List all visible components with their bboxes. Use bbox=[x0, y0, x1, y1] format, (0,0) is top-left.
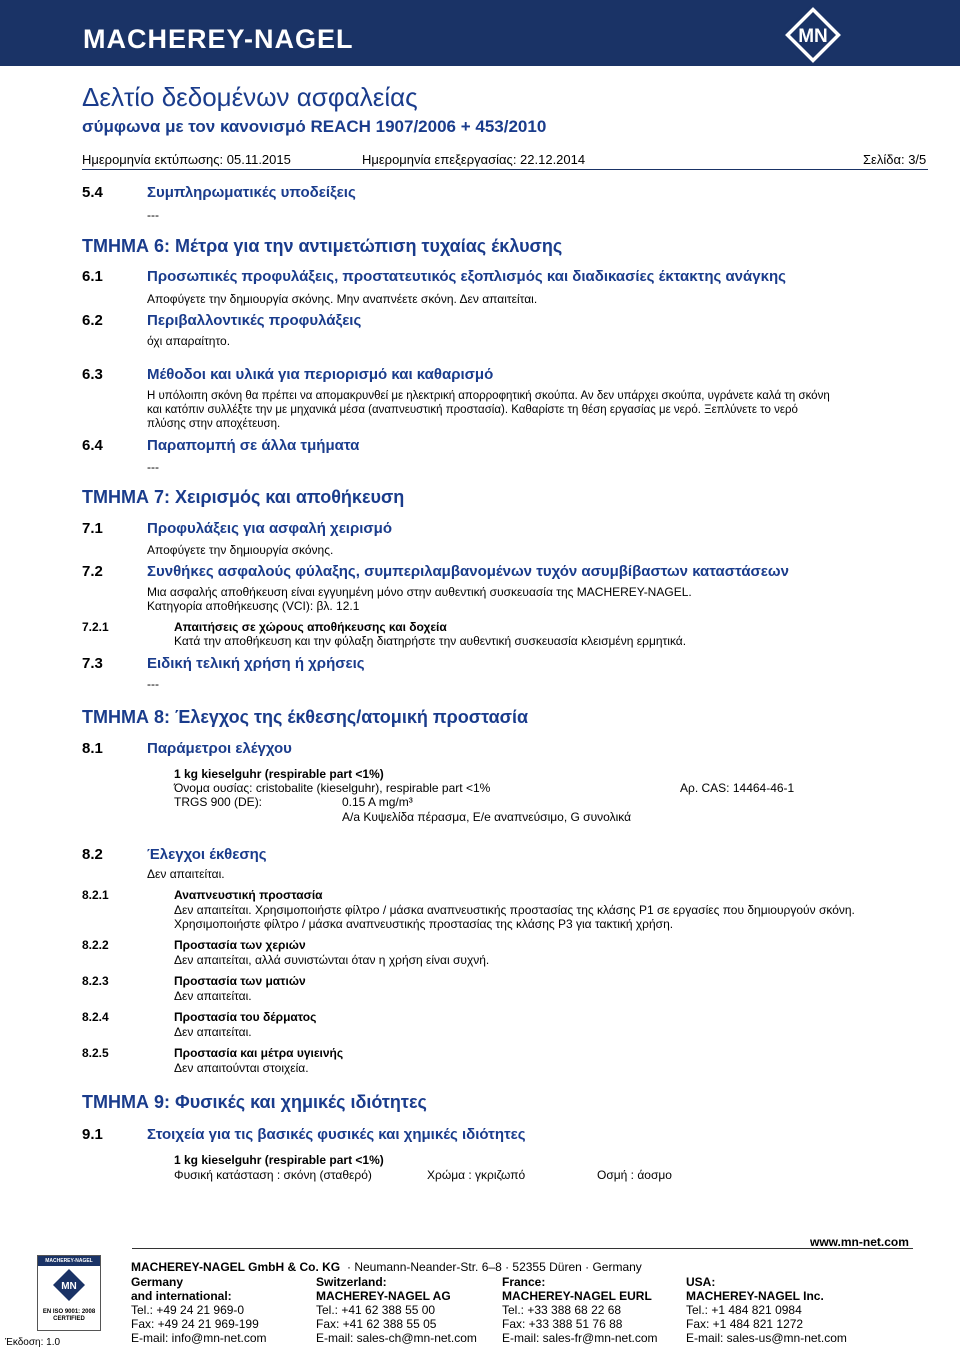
section-heading: Ειδική τελική χρήση ή χρήσεις bbox=[147, 655, 365, 672]
footer-col1-h2: and international: bbox=[131, 1289, 232, 1303]
website-link[interactable]: www.mn-net.com bbox=[810, 1235, 909, 1249]
footer-col3-email[interactable]: E-mail: sales-fr@mn-net.com bbox=[502, 1331, 658, 1345]
subsection-text: Δεν απαιτείται. bbox=[174, 1025, 252, 1039]
section-number: 8.1 bbox=[82, 740, 103, 757]
product-name: 1 kg kieselguhr (respirable part <1%) bbox=[174, 1153, 384, 1167]
section-heading: Παράμετροι ελέγχου bbox=[147, 740, 292, 757]
brand-name: MACHEREY-NAGEL bbox=[83, 24, 354, 54]
section-heading: Συμπληρωματικές υποδείξεις bbox=[147, 184, 356, 201]
section-6-title: ΤΜΗΜΑ 6: Μέτρα για την αντιμετώπιση τυχαίας έκλυσης bbox=[82, 236, 563, 256]
section-heading: Έλεγχοι έκθεσης bbox=[147, 846, 267, 863]
substance-name: Όνομα ουσίας: cristobalite (kieselguhr), respirable part <1% bbox=[174, 781, 491, 795]
section-number: 6.3 bbox=[82, 366, 103, 383]
footer-col2-email[interactable]: E-mail: sales-ch@mn-net.com bbox=[316, 1331, 477, 1345]
footer-col2-h2: MACHEREY-NAGEL AG bbox=[316, 1289, 451, 1303]
subsection-text-line: Δεν απαιτείται. Χρησιμοποιήστε φίλτρο / μάσκα αναπνευστικής προστασίας της κλάσης P1 σε εργασίες που δημιουργούν σκόνη. bbox=[174, 903, 855, 917]
document-title: Δελτίο δεδομένων ασφαλείας bbox=[82, 82, 418, 112]
subsection-heading: Προστασία των χεριών bbox=[174, 938, 306, 952]
print-date: Ημερομηνία εκτύπωσης: 05.11.2015 bbox=[82, 152, 291, 167]
subsection-text: Κατά την αποθήκευση και την φύλαξη διατηρήστε την αυθεντική συσκευασία κλεισμένη ερμητικά. bbox=[174, 634, 687, 648]
cert-brand: MACHEREY-NAGEL bbox=[38, 1256, 100, 1266]
footer-col2-fax: Fax: +41 62 388 55 05 bbox=[316, 1317, 437, 1331]
footer-col1-fax: Fax: +49 24 21 969-199 bbox=[131, 1317, 259, 1331]
product-name: 1 kg kieselguhr (respirable part <1%) bbox=[174, 767, 384, 781]
section-text-line: και κατόπιν συλλέξτε την με μηχανικά μέσα (αναπνευστική προστασία). Καθαρίστε τη θέση εργασίας με νερό. Ξεπλύνετε το νερό bbox=[147, 404, 798, 416]
section-text-line: Η υπόλοιπη σκόνη θα πρέπει να απομακρυνθεί με ηλεκτρική απορροφητική σκούπα. Αν δεν υπάρχει σκούπα, υγράνετε καλά τη σκόνη bbox=[147, 390, 830, 402]
section-text: --- bbox=[147, 208, 159, 222]
section-text: όχι απαραίτητο. bbox=[147, 334, 231, 348]
footer-col4-h2: MACHEREY-NAGEL Inc. bbox=[686, 1289, 824, 1303]
section-number: 6.2 bbox=[82, 312, 103, 329]
subsection-number: 8.2.1 bbox=[82, 888, 109, 902]
cas-number: Αρ. CAS: 14464-46-1 bbox=[680, 781, 795, 795]
subsection-text: Δεν απαιτείται. bbox=[174, 989, 252, 1003]
footer-col2-tel: Tel.: +41 62 388 55 00 bbox=[316, 1303, 436, 1317]
section-text: Δεν απαιτείται. bbox=[147, 867, 225, 881]
section-number: 5.4 bbox=[82, 184, 103, 201]
document-subtitle: σύμφωνα με τον κανονισμό REACH 1907/2006 + 453/2010 bbox=[82, 117, 547, 136]
subsection-heading: Προστασία των ματιών bbox=[174, 974, 306, 988]
footer-col3-h1: France: bbox=[502, 1275, 546, 1289]
header-divider bbox=[82, 169, 928, 170]
page-number: Σελίδα: 3/5 bbox=[863, 152, 927, 167]
footer-col3-fax: Fax: +33 388 51 76 88 bbox=[502, 1317, 623, 1331]
trgs-value: 0.15 A mg/m³ bbox=[342, 795, 413, 809]
subsection-heading: Απαιτήσεις σε χώρους αποθήκευσης και δοχεία bbox=[174, 620, 447, 634]
footer-col3-h2: MACHEREY-NAGEL EURL bbox=[502, 1289, 652, 1303]
section-text-line: Μια ασφαλής αποθήκευση είναι εγγυημένη μόνο στην αυθεντική συσκευασία της MACHEREY-NAGEL. bbox=[147, 585, 692, 599]
section-heading: Στοιχεία για τις βασικές φυσικές και χημικές ιδιότητες bbox=[147, 1126, 526, 1143]
section-8-title: ΤΜΗΜΑ 8: Έλεγχος της έκθεσης/ατομική προστασία bbox=[82, 707, 529, 727]
section-heading: Μέθοδοι και υλικά για περιορισμό και καθαρισμό bbox=[147, 366, 494, 383]
physical-state: Φυσική κατάσταση : σκόνη (σταθερό) bbox=[174, 1168, 372, 1182]
subsection-number: 8.2.3 bbox=[82, 974, 109, 988]
section-heading: Προσωπικές προφυλάξεις, προστατευτικός εξοπλισμός και διαδικασίες έκτακτης ανάγκης bbox=[147, 268, 786, 285]
subsection-number: 7.2.1 bbox=[82, 620, 109, 634]
footer-col2-h1: Switzerland: bbox=[316, 1275, 387, 1289]
cert-text: EN ISO 9001: 2008 CERTIFIED bbox=[42, 1309, 96, 1322]
subsection-number: 8.2.2 bbox=[82, 938, 109, 952]
section-heading: Περιβαλλοντικές προφυλάξεις bbox=[147, 312, 362, 329]
section-heading: Παραπομπή σε άλλα τμήματα bbox=[147, 437, 360, 454]
company-address: · Neumann-Neander-Str. 6–8 · 52355 Düren · Germany bbox=[347, 1260, 642, 1274]
section-number: 8.2 bbox=[82, 846, 103, 863]
footer-col4-email[interactable]: E-mail: sales-us@mn-net.com bbox=[686, 1331, 847, 1345]
section-text-line: Κατηγορία αποθήκευσης (VCI): βλ. 12.1 bbox=[147, 599, 360, 613]
subsection-number: 8.2.4 bbox=[82, 1010, 109, 1024]
section-number: 9.1 bbox=[82, 1126, 103, 1143]
section-text-line: πλύσης στην αποχέτευση. bbox=[147, 418, 281, 430]
company-name: MACHEREY-NAGEL GmbH & Co. KG bbox=[131, 1260, 341, 1274]
section-text: --- bbox=[147, 460, 159, 474]
footer-col4-fax: Fax: +1 484 821 1272 bbox=[686, 1317, 804, 1331]
subsection-heading: Προστασία και μέτρα υγιεινής bbox=[174, 1046, 344, 1060]
footer-col1-email[interactable]: E-mail: info@mn-net.com bbox=[131, 1331, 267, 1345]
trgs-label: TRGS 900 (DE): bbox=[174, 795, 263, 809]
trgs-note: A/a Κυψελίδα πέρασμα, E/e αναπνεύσιμο, G συνολικά bbox=[342, 810, 632, 824]
footer-col4-tel: Tel.: +1 484 821 0984 bbox=[686, 1303, 802, 1317]
color-property: Χρώμα : γκριζωπό bbox=[427, 1168, 526, 1182]
footer-col1-h1: Germany bbox=[131, 1275, 184, 1289]
section-number: 7.3 bbox=[82, 655, 103, 672]
footer-divider bbox=[132, 1248, 913, 1249]
section-text: --- bbox=[147, 677, 159, 691]
section-number: 6.1 bbox=[82, 268, 103, 285]
section-number: 7.2 bbox=[82, 563, 103, 580]
section-text: Αποφύγετε την δημιουργία σκόνης. bbox=[147, 543, 334, 557]
subsection-number: 8.2.5 bbox=[82, 1046, 109, 1060]
logo-text: MN bbox=[798, 26, 828, 47]
section-7-title: ΤΜΗΜΑ 7: Χειρισμός και αποθήκευση bbox=[82, 487, 405, 507]
mn-logo-icon bbox=[782, 4, 844, 66]
footer-col4-h1: USA: bbox=[686, 1275, 716, 1289]
footer-col1-tel: Tel.: +49 24 21 969-0 bbox=[131, 1303, 245, 1317]
section-heading: Προφυλάξεις για ασφαλή χειρισμό bbox=[147, 520, 393, 537]
section-9-title: ΤΜΗΜΑ 9: Φυσικές και χημικές ιδιότητες bbox=[82, 1092, 427, 1112]
mn-cert-logo-icon bbox=[38, 1266, 100, 1304]
iso-certificate-badge bbox=[37, 1255, 101, 1331]
section-number: 6.4 bbox=[82, 437, 103, 454]
cert-logo-text: MN bbox=[61, 1281, 77, 1292]
subsection-text-line: Χρησιμοποιήστε φίλτρο / μάσκα αναπνευστικής προστασίας της κλάσης P3 για τακτική χρήση. bbox=[174, 917, 674, 931]
section-number: 7.1 bbox=[82, 520, 103, 537]
footer-col3-tel: Tel.: +33 388 68 22 68 bbox=[502, 1303, 622, 1317]
section-text: Αποφύγετε την δημιουργία σκόνης. Μην αναπνέετε σκόνη. Δεν απαιτείται. bbox=[147, 292, 538, 306]
subsection-text: Δεν απαιτείται, αλλά συνιστώνται όταν η χρήση είναι συχνή. bbox=[174, 953, 490, 967]
subsection-heading: Αναπνευστική προστασία bbox=[174, 888, 323, 902]
section-heading: Συνθήκες ασφαλούς φύλαξης, συμπεριλαμβανομένων τυχόν ασυμβίβαστων καταστάσεων bbox=[147, 563, 789, 580]
subsection-heading: Προστασία του δέρματος bbox=[174, 1010, 317, 1024]
odor-property: Οσμή : άοσμο bbox=[597, 1168, 672, 1182]
version: Έκδοση: 1.0 bbox=[5, 1337, 61, 1348]
edit-date: Ημερομηνία επεξεργασίας: 22.12.2014 bbox=[362, 152, 586, 167]
subsection-text: Δεν απαιτούνται στοιχεία. bbox=[174, 1061, 309, 1075]
